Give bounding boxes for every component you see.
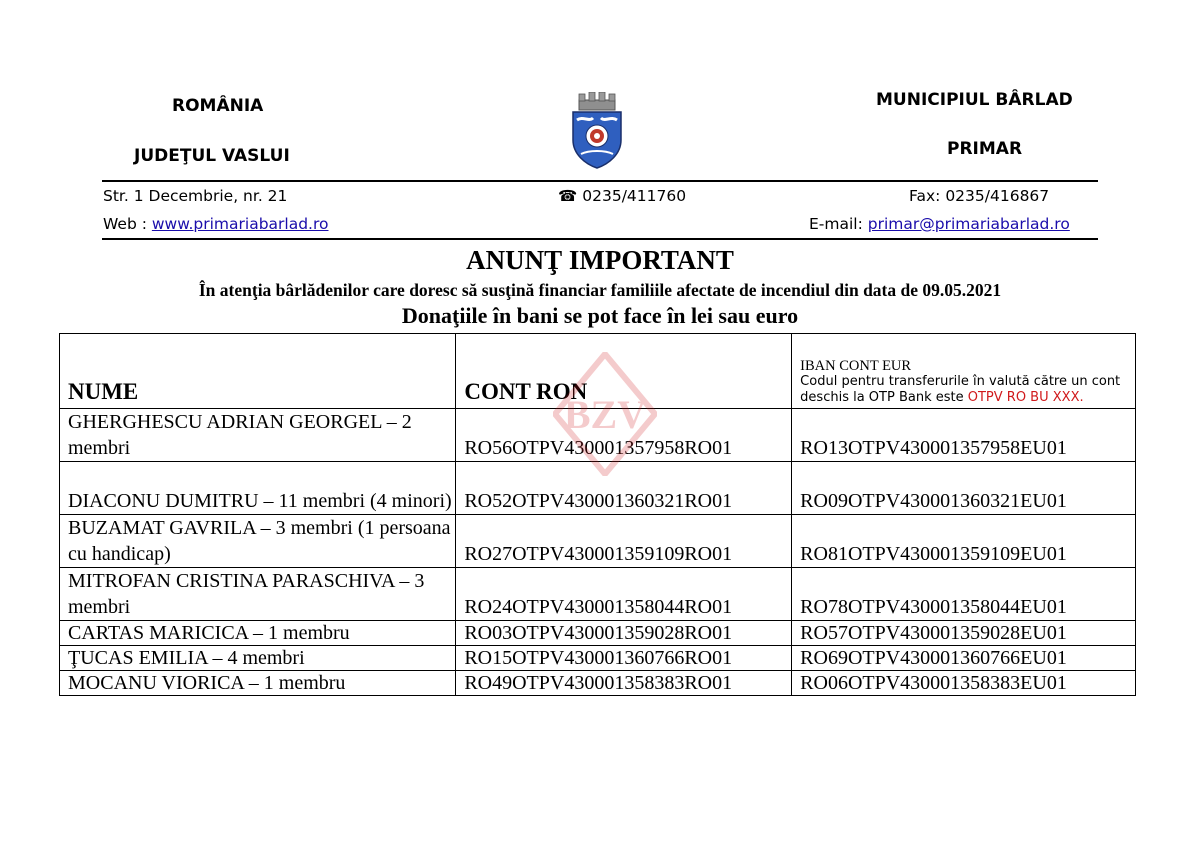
address-text: Str. 1 Decembrie, nr. 21 — [103, 187, 288, 205]
name-cell: CARTAS MARICICA – 1 membru — [60, 621, 456, 646]
table-row — [60, 568, 1136, 621]
fax-text: Fax: 0235/416867 — [909, 187, 1050, 205]
col-name-label: NUME — [68, 379, 139, 404]
col-eur-code: OTPV RO BU XXX. — [967, 390, 1084, 405]
web-line — [103, 215, 329, 233]
ron-cell: RO24OTPV430001358044RO01 — [456, 568, 792, 621]
phone-number: 0235/411760 — [582, 187, 687, 205]
ron-cell: RO03OTPV430001359028RO01 — [456, 621, 792, 646]
table-row — [60, 409, 1136, 462]
table-row — [60, 646, 1136, 671]
col-eur-header — [800, 358, 1135, 408]
donations-table — [59, 333, 1136, 696]
ron-cell: RO49OTPV430001358383RO01 — [456, 671, 792, 696]
ron-cell: RO56OTPV430001357958RO01 — [456, 409, 792, 462]
eur-cell: RO57OTPV430001359028EU01 — [792, 621, 1136, 646]
mayor-label: PRIMAR — [947, 139, 1023, 159]
table-row — [60, 515, 1136, 568]
col-ron-label: CONT RON — [464, 379, 588, 404]
eur-cell: RO81OTPV430001359109EU01 — [792, 515, 1136, 568]
header-ron-cell — [456, 334, 792, 409]
email-label: E-mail: — [809, 215, 868, 233]
municipality-label: MUNICIPIUL BÂRLAD — [876, 90, 1073, 110]
ron-cell: RO52OTPV430001360321RO01 — [456, 462, 792, 515]
name-cell: ŢUCAS EMILIA – 4 membri — [60, 646, 456, 671]
ron-cell: RO27OTPV430001359109RO01 — [456, 515, 792, 568]
name-cell: BUZAMAT GAVRILA – 3 membri (1 persoana cu handicap) — [60, 515, 456, 568]
table-row — [60, 462, 1136, 515]
eur-cell: RO06OTPV430001358383EU01 — [792, 671, 1136, 696]
col-eur-note: Codul pentru transferurile în valută către un cont deschis la OTP Bank este — [800, 374, 1121, 405]
header-name-cell — [60, 334, 456, 409]
phone-icon: ☎ — [558, 187, 578, 205]
name-cell: GHERGHESCU ADRIAN GEORGEL – 2 membri — [60, 409, 456, 462]
ron-cell: RO15OTPV430001360766RO01 — [456, 646, 792, 671]
header-divider-top — [102, 180, 1098, 182]
email-line — [809, 215, 1070, 233]
svg-text:BZV: BZV — [563, 392, 647, 437]
county-label: JUDEŢUL VASLUI — [134, 146, 290, 166]
email-link[interactable]: primar@primariabarlad.ro — [867, 215, 1070, 233]
eur-cell: RO09OTPV430001360321EU01 — [792, 462, 1136, 515]
coat-of-arms-icon — [567, 92, 627, 170]
notice-title: ANUNŢ IMPORTANT — [466, 245, 734, 275]
eur-cell: RO13OTPV430001357958EU01 — [792, 409, 1136, 462]
notice-subtitle-donations: Donaţiile în bani se pot face în lei sau euro — [401, 303, 799, 328]
eur-cell: RO69OTPV430001360766EU01 — [792, 646, 1136, 671]
header-eur-cell — [792, 334, 1136, 409]
web-label: Web : — [103, 215, 152, 233]
phone-line — [558, 187, 686, 205]
country-label: ROMÂNIA — [172, 96, 264, 116]
web-link[interactable]: www.primariabarlad.ro — [151, 215, 329, 233]
table-row — [60, 621, 1136, 646]
col-eur-title: IBAN CONT EUR — [800, 358, 912, 374]
header-divider-bottom — [102, 238, 1098, 240]
name-cell: MOCANU VIORICA – 1 membru — [60, 671, 456, 696]
table-header-row — [60, 334, 1136, 409]
notice-subtitle: În atenţia bârlădenilor care doresc să susţină financiar familiile afectate de incendiul din data de 09.05.2021 — [198, 280, 1002, 300]
eur-cell: RO78OTPV430001358044EU01 — [792, 568, 1136, 621]
table-row — [60, 671, 1136, 696]
name-cell: DIACONU DUMITRU – 11 membri (4 minori) — [60, 462, 456, 515]
name-cell: MITROFAN CRISTINA PARASCHIVA – 3 membri — [60, 568, 456, 621]
